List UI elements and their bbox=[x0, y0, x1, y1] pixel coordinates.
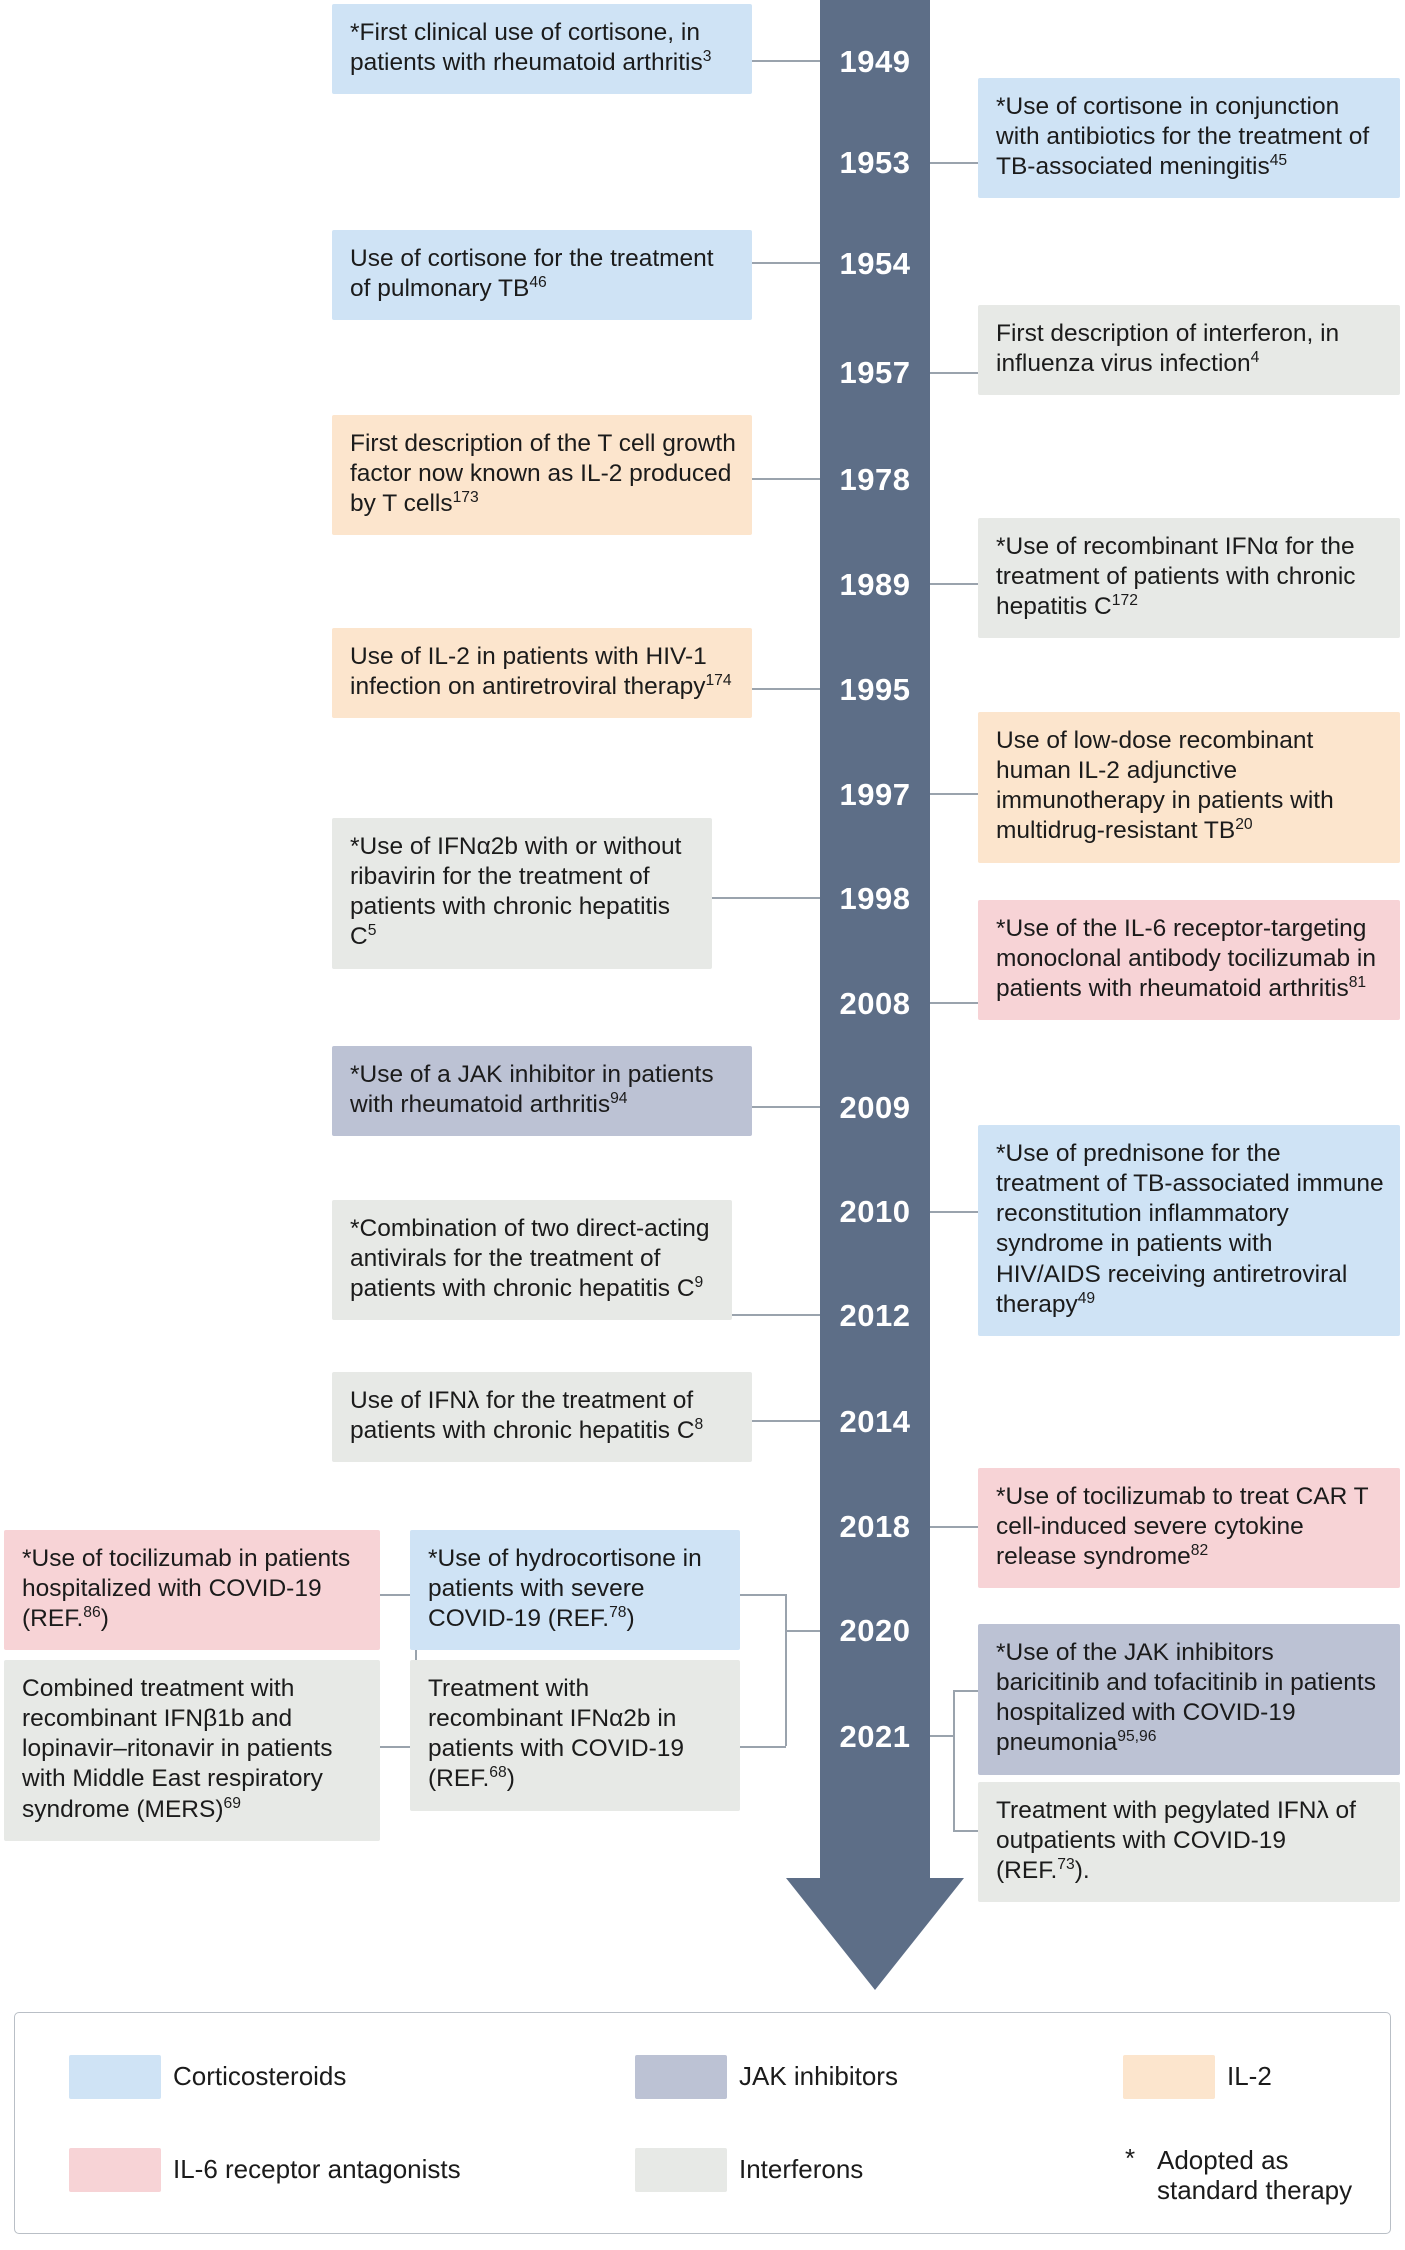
connector-2010 bbox=[930, 1211, 978, 1213]
ref-2010: 49 bbox=[1077, 1289, 1096, 1307]
ref-2021-b-tail: ). bbox=[1074, 1857, 1090, 1885]
event-box-2021-jak: *Use of the JAK inhibitors baricitinib and tofacitinib in patients hospitalized with COVID-19 pneumonia$^{95,96}$ bbox=[978, 1624, 1400, 1775]
legend-swatch-corticosteroids bbox=[69, 2055, 161, 2099]
event-box-1998: *Use of IFNα2b with or without ribavirin for the treatment of patients with chronic hepatitis $C^5$ bbox=[332, 818, 712, 969]
connector-2020-mid-b bbox=[740, 1594, 786, 1596]
legend-star-symbol: * bbox=[1125, 2143, 1136, 2173]
ref-1995: 174 bbox=[705, 671, 732, 689]
legend-swatch-il6-receptor-antagonists bbox=[69, 2148, 161, 2192]
event-box-2008: *Use of the IL-6 receptor-targeting monoclonal antibody tocilizumab in patients with rheumatoid arthritis$^{81}$ bbox=[978, 900, 1400, 1020]
year-1995: 1995 bbox=[839, 672, 911, 707]
year-2014: 2014 bbox=[839, 1404, 911, 1439]
year-2018: 2018 bbox=[839, 1509, 911, 1544]
ref-2012: 9 bbox=[694, 1274, 704, 1292]
legend bbox=[14, 2012, 1391, 2234]
connector-2021-a bbox=[953, 1690, 978, 1692]
ref-1978: 173 bbox=[452, 489, 479, 507]
ref-2020-b: 78 bbox=[609, 1604, 627, 1622]
ref-1998: 5 bbox=[367, 922, 377, 940]
ref-1957: 4 bbox=[1250, 348, 1260, 366]
year-1997: 1997 bbox=[839, 777, 911, 812]
connector-1995 bbox=[752, 688, 820, 690]
connector-2018 bbox=[930, 1526, 978, 1528]
event-box-2020-mers: Combined treatment with recombinant IFNβ1b and lopinavir–ritonavir in patients with Middle East respiratory syndrome (MERS)$^{69}$ bbox=[4, 1660, 380, 1841]
legend-label-interferons: Interferons bbox=[739, 2154, 864, 2184]
event-box-1978: First description of the T cell growth factor now known as IL-2 produced by T cells$^{173}$ bbox=[332, 415, 752, 535]
ref-1997: 20 bbox=[1235, 816, 1253, 834]
legend-swatch-il2 bbox=[1123, 2055, 1215, 2099]
connector-1998 bbox=[712, 897, 820, 899]
connector-2008 bbox=[930, 1002, 978, 1004]
connector-1997 bbox=[930, 793, 978, 795]
year-2009: 2009 bbox=[839, 1090, 911, 1125]
year-1953: 1953 bbox=[839, 145, 911, 180]
ref-2020-d: 68 bbox=[489, 1764, 507, 1782]
year-1978: 1978 bbox=[839, 462, 911, 497]
connector-1954 bbox=[752, 262, 820, 264]
timeline-arrow-shaft bbox=[820, 0, 930, 1880]
event-box-1957: First description of interferon, in influenza virus infection$^4$ bbox=[978, 305, 1400, 395]
ref-2008: 81 bbox=[1348, 974, 1367, 992]
ref-2009: 94 bbox=[610, 1089, 628, 1107]
year-2008: 2008 bbox=[839, 986, 911, 1021]
legend-swatch-jak-inhibitors bbox=[635, 2055, 727, 2099]
connector-2014 bbox=[752, 1420, 820, 1422]
ref-2020-a: 86 bbox=[83, 1604, 101, 1622]
event-box-1995: Use of IL-2 in patients with HIV-1 infection on antiretroviral therapy$^{174}$ bbox=[332, 628, 752, 718]
connector-2020-mid-vert bbox=[785, 1594, 787, 1746]
event-box-2021-ifnlambda: Treatment with pegylated IFNλ of outpatients with COVID-19 (REF.$^{73}$). bbox=[978, 1782, 1400, 1902]
year-1998: 1998 bbox=[839, 881, 911, 916]
legend-label-il2: IL-2 bbox=[1227, 2061, 1272, 2091]
event-box-2009: *Use of a JAK inhibitor in patients with rheumatoid arthritis$^{94}$ bbox=[332, 1046, 752, 1136]
ref-1949: 3 bbox=[702, 47, 712, 65]
year-1989: 1989 bbox=[839, 567, 911, 602]
ref-2020-a-tail: ) bbox=[100, 1605, 109, 1633]
event-box-1989: *Use of recombinant IFNα for the treatment of patients with chronic hepatitis $C^{172}$ bbox=[978, 518, 1400, 638]
connector-2009 bbox=[752, 1106, 820, 1108]
year-1949: 1949 bbox=[839, 44, 911, 79]
event-box-2010: *Use of prednisone for the treatment of TB-associated immune reconstitution inflammatory syndrome in patients with HIV/AIDS receiving antiretroviral therapy$^{49}$ bbox=[978, 1125, 1400, 1336]
ref-2020-c: 69 bbox=[223, 1794, 241, 1812]
ref-2014: 8 bbox=[694, 1415, 704, 1433]
legend-label-corticosteroids: Corticosteroids bbox=[173, 2061, 347, 2091]
event-box-2020-ifna2b: Treatment with recombinant IFNα2b in patients with COVID-19 (REF.$^{68}$) bbox=[410, 1660, 740, 1811]
event-box-2014: Use of IFNλ for the treatment of patients with chronic hepatitis $C^8$ bbox=[332, 1372, 752, 1462]
event-box-1949: *First clinical use of cortisone, in patients with rheumatoid arthritis$^3$ bbox=[332, 4, 752, 94]
connector-2012 bbox=[732, 1314, 820, 1316]
event-box-2018: *Use of tocilizumab to treat CAR T cell-induced severe cytokine release syndrome$^{82}$ bbox=[978, 1468, 1400, 1588]
connector-2021-vert bbox=[953, 1690, 955, 1830]
event-box-1953: *Use of cortisone in conjunction with antibiotics for the treatment of TB-associated meningitis$^{45}$ bbox=[978, 78, 1400, 198]
ref-1953: 45 bbox=[1269, 152, 1288, 170]
event-box-1997: Use of low-dose recombinant human IL-2 adjunctive immunotherapy in patients with multidrug-resistant TB$^{20}$ bbox=[978, 712, 1400, 863]
year-2021: 2021 bbox=[839, 1719, 911, 1754]
year-2020: 2020 bbox=[839, 1613, 911, 1648]
connector-2021-stem bbox=[930, 1735, 954, 1737]
year-2012: 2012 bbox=[839, 1298, 911, 1333]
year-1957: 1957 bbox=[839, 355, 911, 390]
legend-swatch-interferons bbox=[635, 2148, 727, 2192]
event-box-2020-hydrocortisone: *Use of hydrocortisone in patients with severe COVID-19 (REF.$^{78}$) bbox=[410, 1530, 740, 1650]
connector-1953 bbox=[930, 162, 978, 164]
connector-1978 bbox=[752, 478, 820, 480]
year-2010: 2010 bbox=[839, 1194, 911, 1229]
ref-2021-a: 95,96 bbox=[1117, 1728, 1157, 1746]
event-box-1954: Use of cortisone for the treatment of pulmonary TB$^{46}$ bbox=[332, 230, 752, 320]
year-1954: 1954 bbox=[839, 246, 911, 281]
event-box-2012: *Combination of two direct-acting antivirals for the treatment of patients with chronic hepatitis $C^9$ bbox=[332, 1200, 732, 1320]
timeline-arrow-head bbox=[786, 1878, 964, 1990]
connector-1989 bbox=[930, 583, 978, 585]
legend-label-il6-receptor-antagonists: IL-6 receptor antagonists bbox=[173, 2154, 461, 2184]
event-box-2020-tocilizumab: *Use of tocilizumab in patients hospitalized with COVID-19 (REF.$^{86}$) bbox=[4, 1530, 380, 1650]
ref-2020-b-tail: ) bbox=[626, 1605, 635, 1633]
connector-2020-mid-d bbox=[740, 1746, 786, 1748]
connector-2020-join bbox=[785, 1630, 820, 1632]
ref-1989: 172 bbox=[1111, 592, 1138, 610]
connector-1949 bbox=[752, 60, 820, 62]
legend-label-jak-inhibitors: JAK inhibitors bbox=[739, 2061, 898, 2091]
ref-2020-d-tail: ) bbox=[506, 1765, 515, 1793]
connector-1957 bbox=[930, 372, 978, 374]
legend-star-note: Adopted as standard therapy bbox=[1157, 2145, 1353, 2205]
connector-2021-b bbox=[953, 1830, 978, 1832]
ref-2021-b: 73 bbox=[1057, 1856, 1075, 1874]
ref-2018: 82 bbox=[1190, 1542, 1209, 1560]
ref-1954: 46 bbox=[529, 273, 547, 291]
